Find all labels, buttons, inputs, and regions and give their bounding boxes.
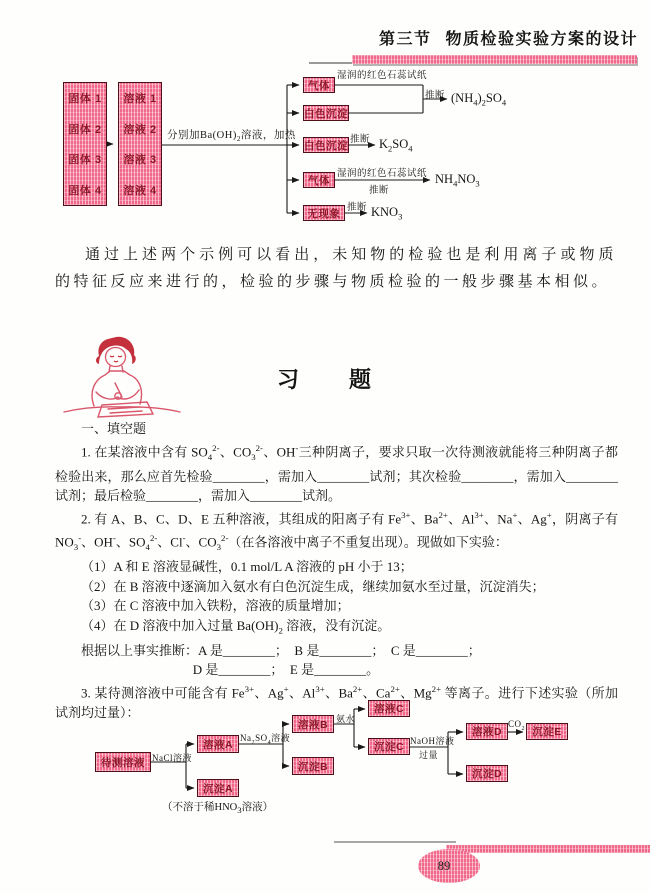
flow-box-no-change: 无现象 (303, 205, 345, 221)
chapter-section: 第三节 (378, 31, 432, 48)
page-header (379, 26, 638, 49)
ammonia-reagent-label: 氨水 (336, 714, 356, 724)
header-rule (309, 62, 353, 64)
litmus-paper-label-2: 湿润的红色石蕊试纸 (337, 169, 428, 179)
question-2-item: （1）A 和 E 溶液显碱性，0.1 mol/L A 溶液的 pH 小于 13； (81, 559, 413, 575)
solution-item-label: 溶液 3 (123, 154, 157, 167)
infer-label-1: 推断 (425, 91, 446, 101)
result-formula-nh4no3: $NH_4NO_3$ (435, 172, 480, 189)
header-pink-bar (352, 55, 637, 64)
precipitate-a-note: （不溶于稀$HNO_3$溶液） (162, 802, 274, 816)
footer-rule (334, 841, 456, 843)
co2-reagent-label: $CO_2$ (508, 719, 526, 732)
infer-label-2: 推断 (350, 135, 371, 145)
solution-item-label: 溶液 1 (123, 93, 157, 106)
flow-box-solution-a: 溶液A (197, 735, 239, 753)
flow-box-gas-1: 气体 (303, 77, 335, 93)
question-2-item: （2）在 B 溶液中逐滴加入氨水有白色沉淀生成，继续加氨水至过量，沉淀消失； (81, 578, 545, 594)
footer-pink-bar (446, 845, 650, 853)
result-formula-k2so4: $K_2SO_4$ (379, 137, 413, 154)
flow-box-solids (63, 82, 107, 206)
flow-box-solutions (118, 82, 162, 206)
solid-item-label: 固体 2 (68, 123, 102, 136)
question-3: 3. 某待测溶液中可能含有 $Fe^{3+}$、Ag+、$Al^{3+}$、$Ba^{2+}$、$Ca^{2+}$、$Mg^{2+}$ 等离子。进行下述实验（所加试剂均过量）： (55, 683, 618, 720)
flow-box-solution-c: 溶液C (368, 700, 410, 717)
flow-box-precipitate-a: 沉淀A (197, 779, 239, 797)
flow-box-gas-2: 气体 (303, 172, 335, 188)
result-formula-nh42so4: $(NH_4)_2SO_4$ (451, 91, 507, 108)
solid-item-label: 固体 1 (68, 93, 102, 106)
question-2-conclusion: 根据以上事实推断：A 是________； B 是________； C 是________； (81, 642, 481, 658)
naoh-reagent-label: NaOH溶液 (410, 736, 455, 746)
flow-box-solution-b: 溶液B (292, 715, 334, 733)
question-2-conclusion: D 是________； E 是________。 (192, 662, 380, 678)
question-2-item: （4）在 D 溶液中加入过量 $Ba(OH)_2$ 溶液，没有沉淀。 (81, 617, 391, 636)
page-number: 89 (437, 858, 451, 873)
question-2-intro: 2. 有 A、B、C、D、E 五种溶液，其组成的阳离子有 $Fe^{3+}$、$Ba^{2+}$、$Al^{3+}$、Na+、Ag+，阴离子有 $NO_3^-$、OH-、$SO_4^{2-}$、Cl-、$CO_3^{2-}$（在各溶液中离子不重复出现）。现做如下实验： (55, 509, 618, 552)
solid-item-label: 固体 3 (68, 154, 102, 167)
infer-label-3: 推断 (369, 186, 390, 196)
solid-item-label: 固体 4 (68, 184, 102, 197)
chapter-title: 物质检验实验方案的设计 (445, 31, 638, 48)
intro-paragraph: 通过上述两个示例可以看出，未知物的检验也是利用离子或物质的特征反应来进行的，检验的步骤与物质检验的一般步骤基本相似。 (55, 247, 617, 290)
infer-label-4: 推断 (347, 203, 368, 213)
result-formula-kno3: $KNO_3$ (371, 205, 403, 222)
solution-item-label: 溶液 4 (123, 184, 157, 197)
flow-box-test-solution: 待测溶液 (95, 752, 151, 772)
naoh-excess-label: 过量 (419, 750, 439, 760)
flow-box-solution-d: 溶液D (466, 723, 508, 740)
flow-box-white-ppt-2: 白色沉淀 (303, 137, 349, 153)
exercises-title: 习 题 (276, 367, 373, 392)
question-2-item: （3）在 C 溶液中加入铁粉，溶液的质量增加； (81, 598, 350, 614)
flow-box-precipitate-d: 沉淀D (466, 765, 508, 782)
questions-block (55, 419, 618, 722)
flow-box-precipitate-b: 沉淀B (292, 757, 334, 775)
nacl-reagent-label: NaCl溶液 (152, 753, 192, 763)
flow-box-white-ppt-1: 白色沉淀 (303, 105, 349, 121)
page-number-oval (418, 849, 480, 883)
main-reagent-label: 分别加$Ba(OH)_2$溶液，加热 (167, 130, 296, 144)
question-1: 1. 在某溶液中含有 $SO_4^{2-}$、$CO_3^{2-}$、OH-三种阴离子，要求只取一次待测液就能将三种阴离子都检验出来，那么应首先检验________，需加入________试剂；其次检验________，需加入________试剂；最后检验________，需加入________试剂。 (55, 442, 618, 504)
flow-box-precipitate-e: 沉淀E (526, 723, 568, 740)
litmus-paper-label-1: 湿润的红色石蕊试纸 (337, 71, 428, 81)
section-heading: 一、填空题 (81, 421, 147, 436)
solution-item-label: 溶液 2 (123, 123, 157, 136)
flow-box-precipitate-c: 沉淀C (368, 738, 410, 755)
na2so4-reagent-label: $Na_2SO_4$溶液 (240, 733, 291, 746)
